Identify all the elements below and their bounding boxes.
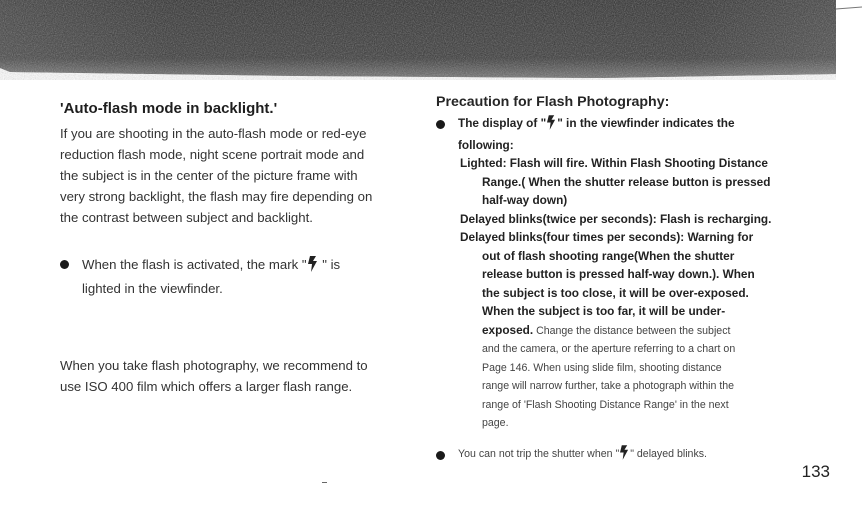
trip-text-after: " delayed blinks. [630,447,707,460]
exposed-rest: Change the distance between the subject [533,324,731,337]
banner-texture [0,0,862,80]
page-number: 133 [801,462,830,481]
trip-shutter-bullet [436,445,806,467]
auto-flash-heading: 'Auto-flash mode in backlight.' [60,100,278,117]
bullet-dot-icon [60,260,69,269]
paragraph-line: If you are shooting in the auto-flash mode or red-eye [60,126,367,141]
delayed-four-line: out of flash shooting range(When the shutter [482,248,735,263]
recommend-line: When you take flash photography, we recommend to [60,358,368,373]
backlight-paragraph [60,123,400,228]
delayed-four-line: and the camera, or the aperture referring to a chart on [482,343,736,355]
delayed-four-item [436,228,806,433]
bullet-text-line2: lighted in the viewfinder. [82,281,223,296]
lighted-line: half-way down) [482,193,568,207]
delayed-four-line: When the subject is too far, it will be under- [482,304,726,318]
flash-activated-bullet [60,254,400,299]
bullet-dot-icon [436,120,445,129]
precaution-heading: Precaution for Flash Photography: [436,94,670,110]
display-text-after: " in the viewfinder indicates the [557,116,735,130]
delayed-four-line: range of 'Flash Shooting Distance Range' in the next [482,398,729,411]
flash-bolt-icon [547,115,556,136]
left-column [60,100,400,397]
display-bullet [436,114,806,154]
recommend-line: use ISO 400 film which offers a larger flash range. [60,379,353,394]
flash-bolt-icon [308,256,318,278]
display-text-line2: following: [458,137,514,152]
delayed-four-line: the subject is too close, it will be over-exposed. [482,285,749,300]
delayed-four-line: range will narrow further, take a photograph within the [482,380,735,392]
bullet-text-after: " is [318,257,341,272]
exposed-bold: exposed. [482,322,534,337]
delayed-four-line: release button is pressed half-way down.). When [482,267,755,281]
delayed-four-line: Delayed blinks(four times per seconds): Warning for [460,230,754,244]
lighted-line: Range.( When the shutter release button is pressed [482,174,771,189]
paragraph-line: reduction flash mode, night scene portrait mode and [60,147,365,162]
scan-mark [322,482,327,483]
lighted-line: Lighted: Flash will fire. Within Flash Shooting Distance [460,156,768,170]
delayed-four-line: Page 146. When using slide film, shooting distance [482,361,722,374]
flash-bolt-icon [620,445,629,467]
display-text-before: The display of " [458,116,547,130]
trip-text-before: You can not trip the shutter when " [458,447,620,460]
bullet-dot-icon [436,451,445,460]
delayed-four-line [460,321,806,341]
paragraph-line: very strong backlight, the flash may fire depending on [60,189,373,204]
paragraph-line: the contrast between subject and backlight. [60,210,313,225]
bullet-text-before: When the flash is activated, the mark " [82,257,307,272]
paragraph-line: the subject is in the center of the picture frame with [60,168,358,183]
delayed-twice-line: Delayed blinks(twice per seconds): Flash is recharging. [460,211,772,226]
delayed-twice-item [436,210,806,229]
right-column [436,94,806,466]
iso-recommendation [60,355,400,397]
delayed-four-line: page. [482,417,509,429]
lighted-item [436,154,806,210]
header-banner [0,0,862,80]
